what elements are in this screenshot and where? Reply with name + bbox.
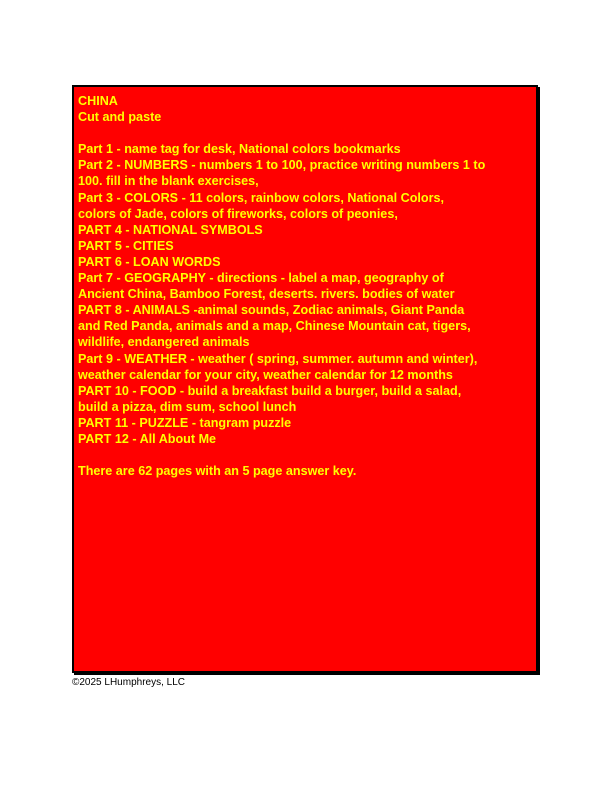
part-2-line-2: 100. fill in the blank exercises, bbox=[78, 174, 259, 189]
part-11-line-1: PART 11 - PUZZLE - tangram puzzle bbox=[78, 415, 292, 430]
part-9-line-2: weather calendar for your city, weather calendar for 12 months bbox=[78, 367, 453, 382]
document-title: CHINA bbox=[78, 94, 118, 108]
part-7-line-2: Ancient China, Bamboo Forest, deserts. rivers. bodies of water bbox=[78, 287, 455, 302]
copyright-notice: ©2025 LHumphreys, LLC bbox=[72, 677, 185, 688]
part-2-line-1: Part 2 - NUMBERS - numbers 1 to 100, practice writing numbers 1 to bbox=[78, 158, 486, 173]
part-1-line-1: Part 1 - name tag for desk, National colors bookmarks bbox=[78, 142, 401, 157]
part-5-line-1: PART 5 - CITIES bbox=[78, 238, 174, 253]
document-subtitle: Cut and paste bbox=[78, 110, 162, 125]
spacer bbox=[78, 447, 532, 463]
part-12-line-1: PART 12 - All About Me bbox=[78, 431, 217, 446]
part-7-line-1: Part 7 - GEOGRAPHY - directions - label a map, geography of bbox=[78, 271, 444, 286]
part-4-line-1: PART 4 - NATIONAL SYMBOLS bbox=[78, 222, 263, 237]
part-3-line-1: Part 3 - COLORS - 11 colors, rainbow colors, National Colors, bbox=[78, 190, 444, 205]
part-8-line-2: and Red Panda, animals and a map, Chinese Mountain cat, tigers, bbox=[78, 319, 471, 334]
product-description-panel bbox=[72, 85, 538, 673]
part-8-line-3: wildlife, endangered animals bbox=[78, 335, 250, 350]
part-10-line-1: PART 10 - FOOD - build a breakfast build a burger, build a salad, bbox=[78, 383, 462, 398]
part-10-line-2: build a pizza, dim sum, school lunch bbox=[78, 399, 297, 414]
spacer bbox=[78, 125, 532, 141]
part-3-line-2: colors of Jade, colors of fireworks, colors of peonies, bbox=[78, 206, 398, 221]
part-8-line-1: PART 8 - ANIMALS -animal sounds, Zodiac animals, Giant Panda bbox=[78, 303, 465, 318]
part-6-line-1: PART 6 - LOAN WORDS bbox=[78, 254, 221, 269]
part-9-line-1: Part 9 - WEATHER - weather ( spring, summer. autumn and winter), bbox=[78, 351, 478, 366]
page-count-summary: There are 62 pages with an 5 page answer key. bbox=[78, 464, 357, 479]
